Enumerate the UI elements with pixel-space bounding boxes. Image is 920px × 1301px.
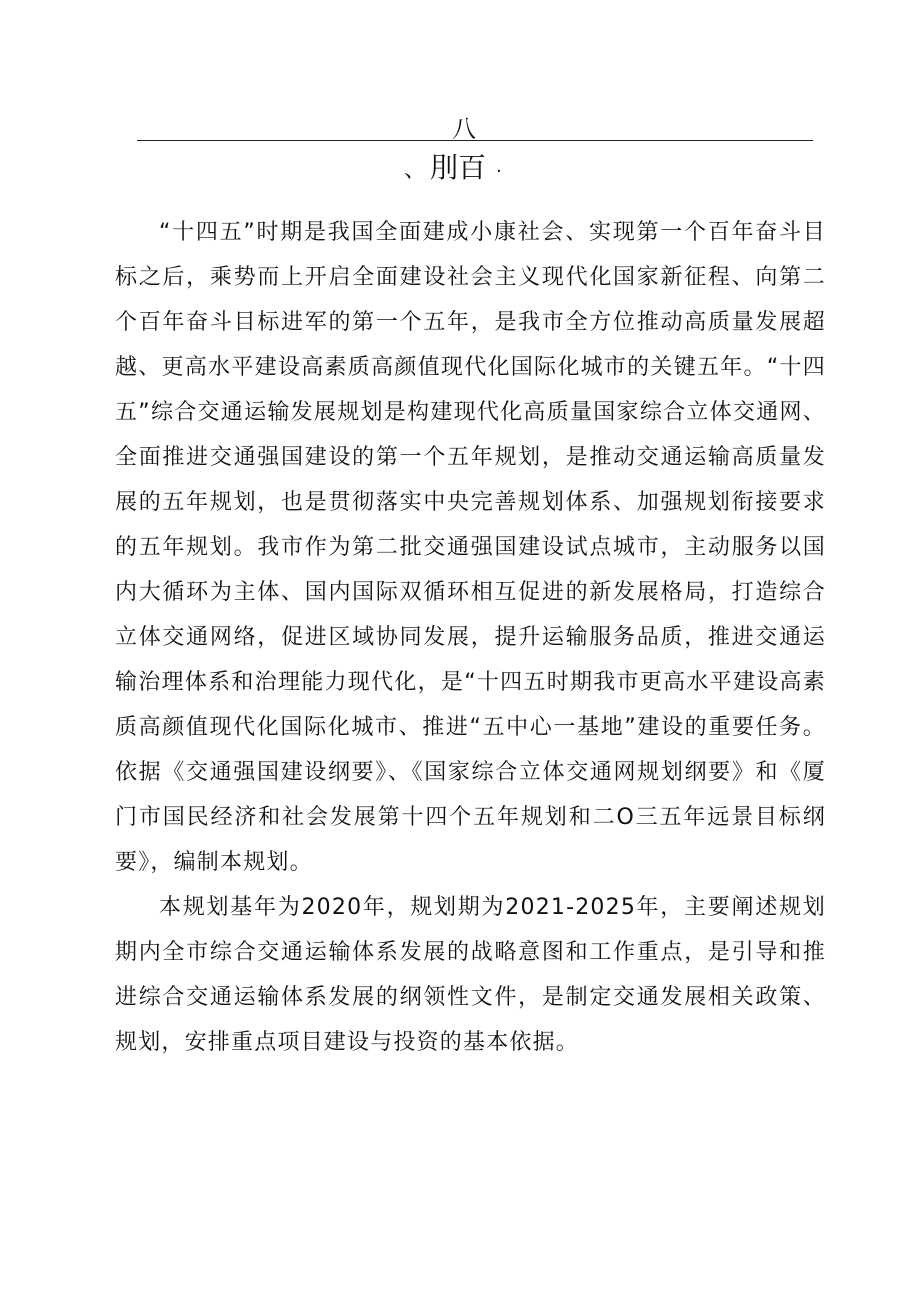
body-text — [115, 210, 826, 1065]
heading-right-mark: · — [496, 161, 502, 182]
paragraph-1: “十四五”时期是我国全面建成小康社会、实现第一个百年奋斗目标之后，乘势而上开启全面建设社会主义现代化国家新征程、向第二个百年奋斗目标进军的第一个五年，是我市全方位推动高质量发展超越、更高水平建设高素质高颜值现代化国际化城市的关键五年。“十四五”综合交通运输发展规划是构建现代化高质量国家综合立体交通网、全面推进交通强国建设的第一个五年规划，是推动交通运输高质量发展的五年规划，也是贯彻落实中央完善规划体系、加强规划衔接要求的五年规划。我市作为第二批交通强国建设试点城市，主动服务以国内大循环为主体、国内国际双循环相互促进的新发展格局，打造综合立体交通网络，促进区域协同发展，提升运输服务品质，推进交通运输治理体系和治理能力现代化，是“十四五时期我市更高水平建设高素质高颜值现代化国际化城市、推进“五中心一基地”建设的重要任务。依据《交通强国建设纲要》、《国家综合立体交通网规划纲要》和《厦门市国民经济和社会发展第十四个五年规划和二O三五年远景目标纲要》，编制本规划。 — [115, 220, 826, 875]
heading-fragment: 八 — [452, 115, 476, 143]
paragraph-2: 本规划基年为2020年，规划期为2021-2025年，主要阐述规划期内全市综合交通运输体系发展的战略意图和工作重点，是引导和推进综合交通运输体系发展的纲领性文件，是制定交通发展相关政策、规划，安排重点项目建设与投资的基本依据。 — [115, 895, 826, 1055]
heading-text: 刖百 — [430, 151, 487, 184]
section-heading — [404, 150, 524, 186]
heading-left-mark: 、 — [404, 158, 427, 183]
